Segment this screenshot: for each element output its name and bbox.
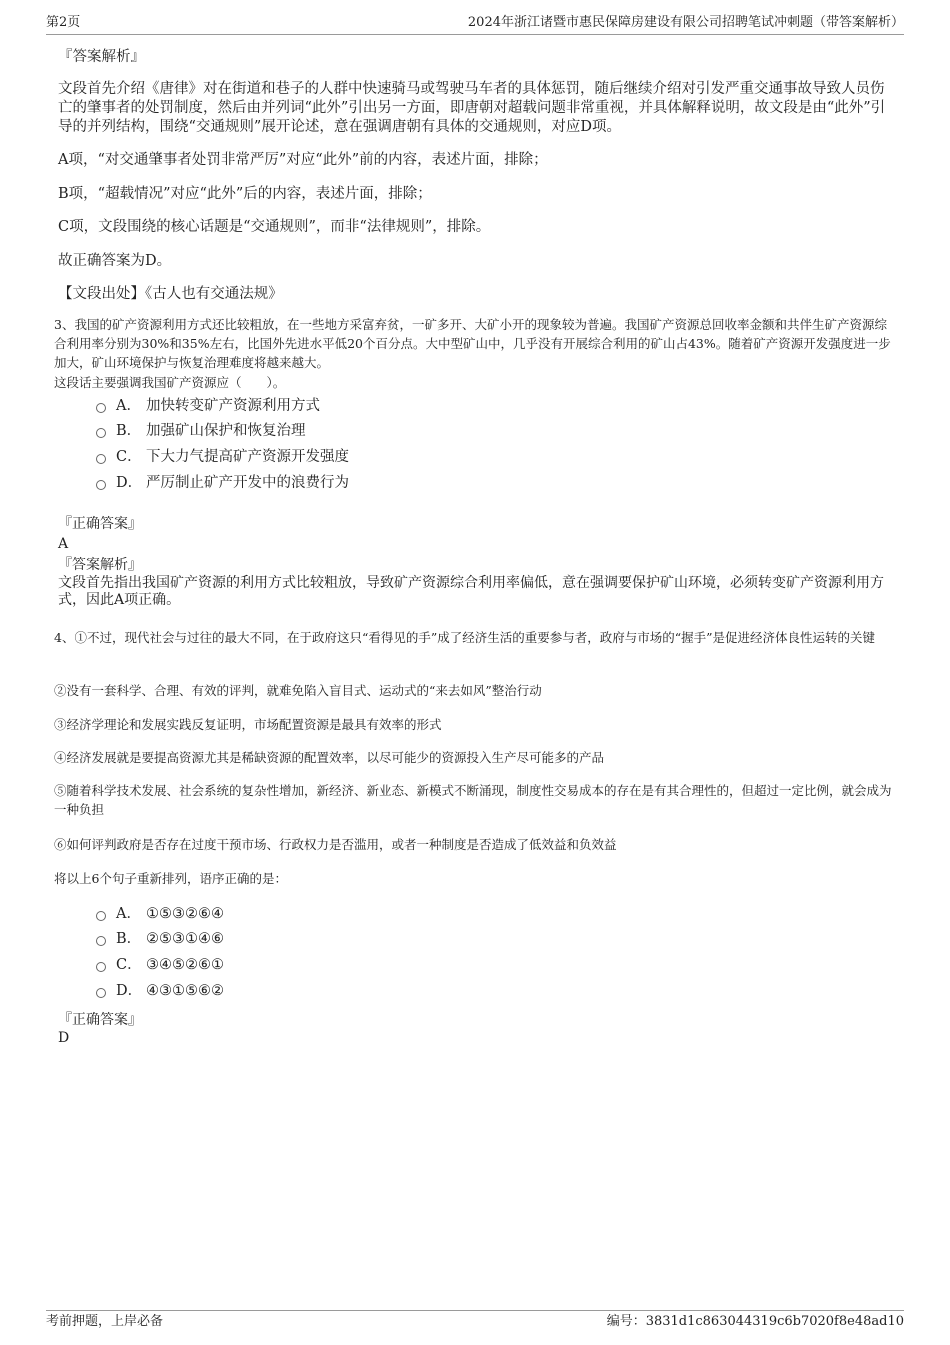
footer-slogan: 考前押题，上岸必备 [46, 1314, 164, 1329]
q4-sentence-1: 4、①不过，现代社会与过往的最大不同，在于政府这只“看得见的手”成了经济生活的重要参与者，政府与市场的“握手”是促进经济体良性运转的关键 [54, 630, 876, 645]
page-number: 第2页 [46, 15, 81, 30]
page-footer [46, 1310, 904, 1333]
q3-stem: 3、我国的矿产资源利用方式还比较粗放，在一些地方采富弃贫，一矿多开、大矿小开的现象较为普遍。我国矿产资源总回收率金额和共伴生矿产资源综合利用率分别为30%和35%左右，比国外先进水平低20个百分点。大中型矿山中，几乎没有开展综合利用的矿山占43%。随着矿产资源开发强度进一步加大，矿山环境保护与恢复治理难度将越来越大。 [54, 317, 891, 370]
q3-answer: A [58, 536, 69, 552]
q4-option-d[interactable]: D． ④③①⑤⑥② [96, 980, 224, 1002]
q4-sentence-5: ⑤随着科学技术发展、社会系统的复杂性增加，新经济、新业态、新模式不断涌现，制度性交易成本的存在是有其合理性的，但超过一定比例，就会成为一种负担 [54, 783, 892, 817]
q3-option-a[interactable]: A． 加快转变矿产资源利用方式 [96, 395, 320, 417]
q4-option-b[interactable]: B． ②⑤③①④⑥ [96, 928, 224, 950]
radio-icon[interactable] [96, 962, 106, 972]
footer-serial: 编号：3831d1c863044319c6b7020f8e48ad10 [606, 1314, 904, 1329]
document-title: 2024年浙江诸暨市惠民保障房建设有限公司招聘笔试冲刺题（带答案解析） [467, 15, 904, 30]
q4-sentence-6: ⑥如何评判政府是否存在过度干预市场、行政权力是否滥用，或者一种制度是否造成了低效益和负效益 [54, 837, 617, 852]
q3-analysis-label: 『答案解析』 [58, 557, 142, 573]
radio-icon[interactable] [96, 988, 106, 998]
q3-option-c[interactable]: C． 下大力气提高矿产资源开发强度 [96, 446, 349, 468]
radio-icon[interactable] [96, 428, 106, 438]
q3-analysis: 文段首先指出我国矿产资源的利用方式比较粗放，导致矿产资源综合利用率偏低，意在强调要保护矿山环境，必须转变矿产资源利用方式，因此A项正确。 [58, 575, 884, 608]
page-header [46, 14, 904, 35]
radio-icon[interactable] [96, 911, 106, 921]
q4-prompt: 将以上6个句子重新排列，语序正确的是： [54, 871, 287, 886]
radio-icon[interactable] [96, 936, 106, 946]
radio-icon[interactable] [96, 403, 106, 413]
prev-source: 【文段出处】《古人也有交通法规》 [58, 286, 283, 302]
prev-item-a: A项，“对交通肇事者处罚非常严厉”对应“此外”前的内容，表述片面，排除； [58, 152, 548, 168]
q4-sentence-3: ③经济学理论和发展实践反复证明，市场配置资源是最具有效率的形式 [54, 717, 442, 732]
prev-item-b: B项，“超载情况”对应“此外”后的内容，表述片面，排除； [58, 186, 432, 202]
prev-analysis-text: 文段首先介绍《唐律》对在街道和巷子的人群中快速骑马或驾驶马车者的具体惩罚，随后继续介绍对引发严重交通事故导致人员伤亡的肇事者的处罚制度，然后由并列词“此外”引出另一方面，即唐朝对超载问题非常重视，并具体解释说明，故文段是由“此外”引导的并列结构，围绕“交通规则”展开论述，意在强调唐朝有具体的交通规则，对应D项。 [58, 81, 886, 135]
prev-analysis-label: 『答案解析』 [58, 49, 145, 65]
prev-item-c: C项，文段围绕的核心话题是“交通规则”，而非“法律规则”，排除。 [58, 219, 491, 235]
q4-sentence-4: ④经济发展就是要提高资源尤其是稀缺资源的配置效率，以尽可能少的资源投入生产尽可能多的产品 [54, 750, 605, 765]
q4-sentence-2: ②没有一套科学、合理、有效的评判，就难免陷入盲目式、运动式的“来去如风”整治行动 [54, 683, 542, 698]
q4-option-a[interactable]: A． ①⑤③②⑥④ [96, 903, 224, 925]
q4-option-c[interactable]: C． ③④⑤②⑥① [96, 954, 224, 976]
q3-answer-label: 『正确答案』 [58, 516, 142, 532]
radio-icon[interactable] [96, 480, 106, 490]
q3-option-b[interactable]: B． 加强矿山保护和恢复治理 [96, 420, 306, 442]
radio-icon[interactable] [96, 454, 106, 464]
q3-option-d[interactable]: D． 严厉制止矿产开发中的浪费行为 [96, 472, 349, 494]
q4-answer: D [58, 1030, 70, 1046]
q4-answer-label: 『正确答案』 [58, 1012, 142, 1028]
q3-prompt: 这段话主要强调我国矿产资源应（ ）。 [54, 375, 286, 390]
prev-conclusion: 故正确答案为D。 [58, 253, 172, 269]
